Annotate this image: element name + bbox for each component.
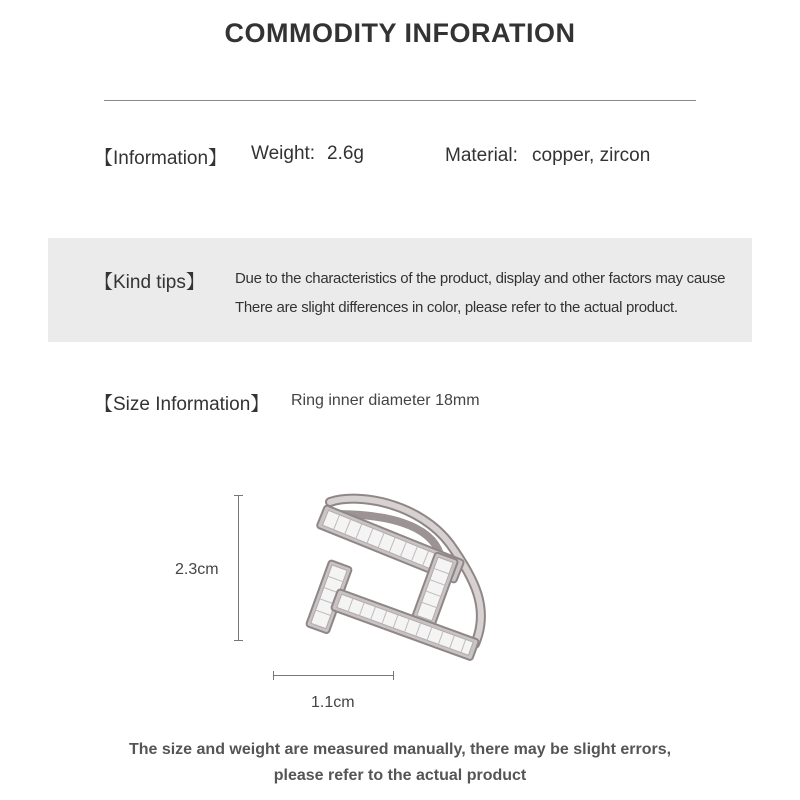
material-value: copper, zircon [532, 145, 651, 166]
kind-tips-line-2: There are slight differences in color, please refer to the actual product. [235, 299, 678, 316]
width-dimension-cap-right [393, 671, 394, 680]
material-label: Material: [445, 145, 518, 166]
height-dimension-line [238, 495, 239, 641]
width-dimension-label: 1.1cm [311, 694, 355, 711]
kind-tips-label: 【Kind tips】 [94, 272, 205, 293]
height-dimension-cap-bottom [234, 640, 243, 641]
footer-note-line-1: The size and weight are measured manually, there may be slight errors, [128, 741, 672, 758]
ring-product-image [290, 484, 510, 664]
weight-value: 2.6g [327, 143, 364, 164]
width-dimension-line [273, 675, 394, 676]
kind-tips-line-1: Due to the characteristics of the product, display and other factors may cause [235, 270, 726, 287]
height-dimension-label: 2.3cm [175, 561, 219, 578]
size-information-label: 【Size Information】 [94, 394, 270, 415]
size-information-value: Ring inner diameter 18mm [291, 392, 480, 409]
footer-note-line-2: please refer to the actual product [273, 767, 527, 784]
weight-label: Weight: [251, 143, 316, 164]
information-label: 【Information】 [94, 148, 228, 169]
title-divider [104, 100, 696, 101]
page-title: COMMODITY INFORATION [224, 18, 576, 48]
